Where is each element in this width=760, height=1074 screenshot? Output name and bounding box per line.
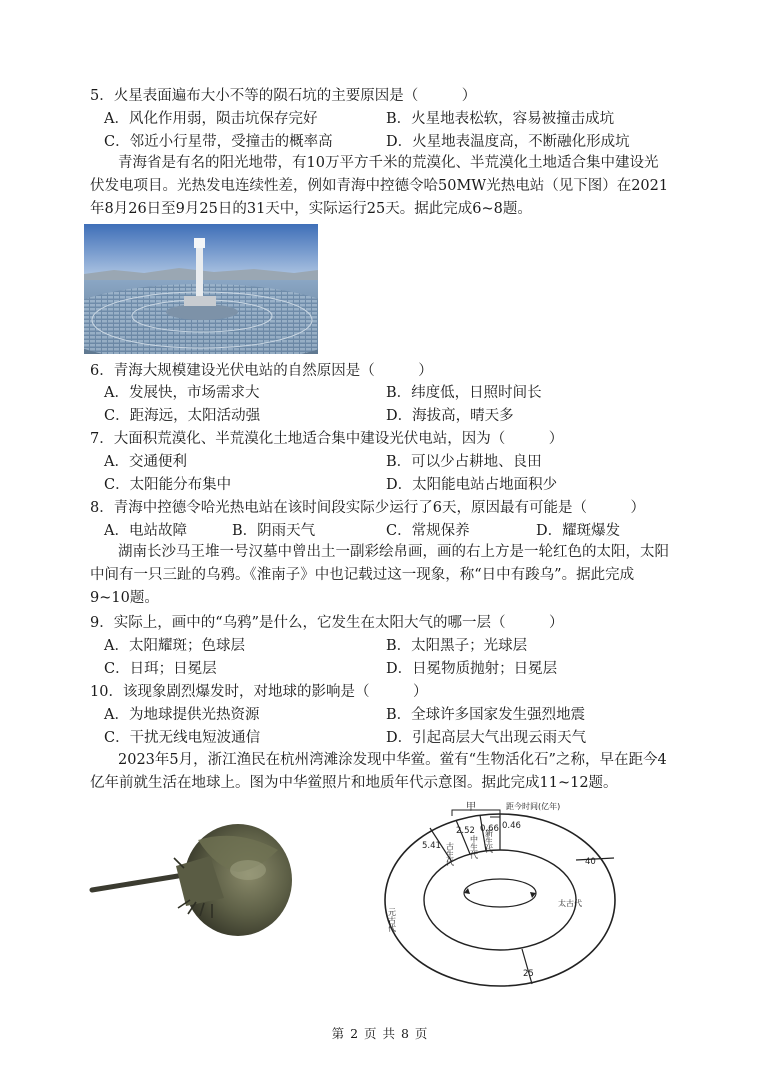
q10-option-d: D．引起高层大气出现云雨天气: [386, 730, 587, 746]
value-0-46: 0.46: [502, 821, 521, 831]
intro-paragraph-9-10: 湖南长沙马王堆一号汉墓中曾出土一副彩绘帛画，画的右上方是一轮红色的太阳，太阳中间有一只三趾的乌鸦。《淮南子》中也记载过这一现象，称“日中有踆乌”。据此完成9~10题。: [90, 544, 669, 606]
page-footer: 第 2 页 共 8 页: [331, 1026, 429, 1041]
value-0-66: 0.66: [480, 824, 499, 834]
q6-option-d: D．海拔高，晴天多: [386, 408, 514, 424]
q8-option-c: C．常规保养: [386, 523, 470, 539]
q9-option-a: A．太阳耀斑；色球层: [104, 638, 245, 654]
geologic-time-diagram: [382, 796, 682, 992]
q6-option-c: C．距海远，太阳活动强: [104, 408, 261, 424]
intro-paragraph-6-8: 青海省是有名的阳光地带，有10万平方千米的荒漠化、半荒漠化土地适合集中建设光伏发电项目。光热发电连续性差，例如青海中控德令哈50MW光热电站（见下图）在2021年8月26日至9月25日的31天中，实际运行25天。据此完成6~8题。: [90, 155, 669, 217]
q10-option-c: C．干扰无线电短波通信: [104, 730, 261, 746]
q7-option-d: D．太阳能电站占地面积少: [386, 477, 558, 493]
q8-option-d: D．耀斑爆发: [536, 523, 621, 539]
era-yuangudai-label: 元古代: [387, 908, 397, 932]
solar-thermal-plant-photo: [84, 224, 318, 354]
q6-option-a: A．发展快，市场需求大: [104, 385, 260, 401]
q7-stem: 7．大面积荒漠化、半荒漠化土地适合集中建设光伏电站，因为（ ）: [90, 431, 564, 447]
jia-label: 甲: [466, 802, 476, 813]
value-25: 25: [523, 969, 534, 979]
era-zhongshengdai-label: 中生代: [469, 835, 479, 859]
intro-paragraph-11-12: 2023年5月，浙江渔民在杭州湾滩涂发现中华鲎。鲎有“生物活化石”之称，早在距今4亿年前就生活在地球上。图为中华鲎照片和地质年代示意图。据此完成11~12题。: [90, 752, 667, 791]
q5-option-c: C．邻近小行星带，受撞击的概率高: [104, 134, 333, 150]
q9-option-c: C．日珥；日冕层: [104, 661, 217, 677]
time-unit-label: 距今时间(亿年): [506, 802, 561, 811]
q5-option-d: D．火星地表温度高，不断融化形成坑: [386, 134, 630, 150]
value-40: 40: [585, 857, 596, 867]
q8-option-b: B．阴雨天气: [232, 523, 316, 539]
era-xinshengdai-label: 新生代: [484, 829, 494, 853]
q8-stem: 8．青海中控德令哈光热电站在该时间段实际少运行了6天，原因最有可能是（ ）: [90, 500, 645, 516]
q8-option-a: A．电站故障: [104, 523, 187, 539]
q10-option-b: B．全球许多国家发生强烈地震: [386, 707, 586, 723]
q9-stem: 9．实际上，画中的“乌鸦”是什么，它发生在太阳大气的哪一层（ ）: [90, 615, 564, 631]
q9-option-b: B．太阳黑子；光球层: [386, 638, 528, 654]
q5-option-b: B．火星地表松软，容易被撞击成坑: [386, 111, 615, 127]
q5-stem: 5．火星表面遍布大小不等的陨石坑的主要原因是（ ）: [90, 88, 477, 104]
q7-option-a: A．交通便利: [104, 454, 187, 470]
q9-option-d: D．日冕物质抛射；日冕层: [386, 661, 558, 677]
q10-stem: 10．该现象剧烈爆发时，对地球的影响是（ ）: [90, 684, 428, 700]
era-taigudai-label: 太古代: [558, 899, 582, 908]
q6-option-b: B．纬度低，日照时间长: [386, 385, 542, 401]
q10-option-a: A．为地球提供光热资源: [104, 707, 260, 723]
era-gushengdai-label: 古生代: [445, 842, 455, 866]
q7-option-c: C．太阳能分布集中: [104, 477, 232, 493]
value-2-52: 2.52: [456, 826, 475, 836]
horseshoe-crab-photo: [88, 810, 294, 940]
q7-option-b: B．可以少占耕地、良田: [386, 454, 542, 470]
q6-stem: 6．青海大规模建设光伏电站的自然原因是（ ）: [90, 363, 433, 379]
value-5-41: 5.41: [422, 841, 441, 851]
q5-option-a: A．风化作用弱，陨击坑保存完好: [104, 111, 318, 127]
